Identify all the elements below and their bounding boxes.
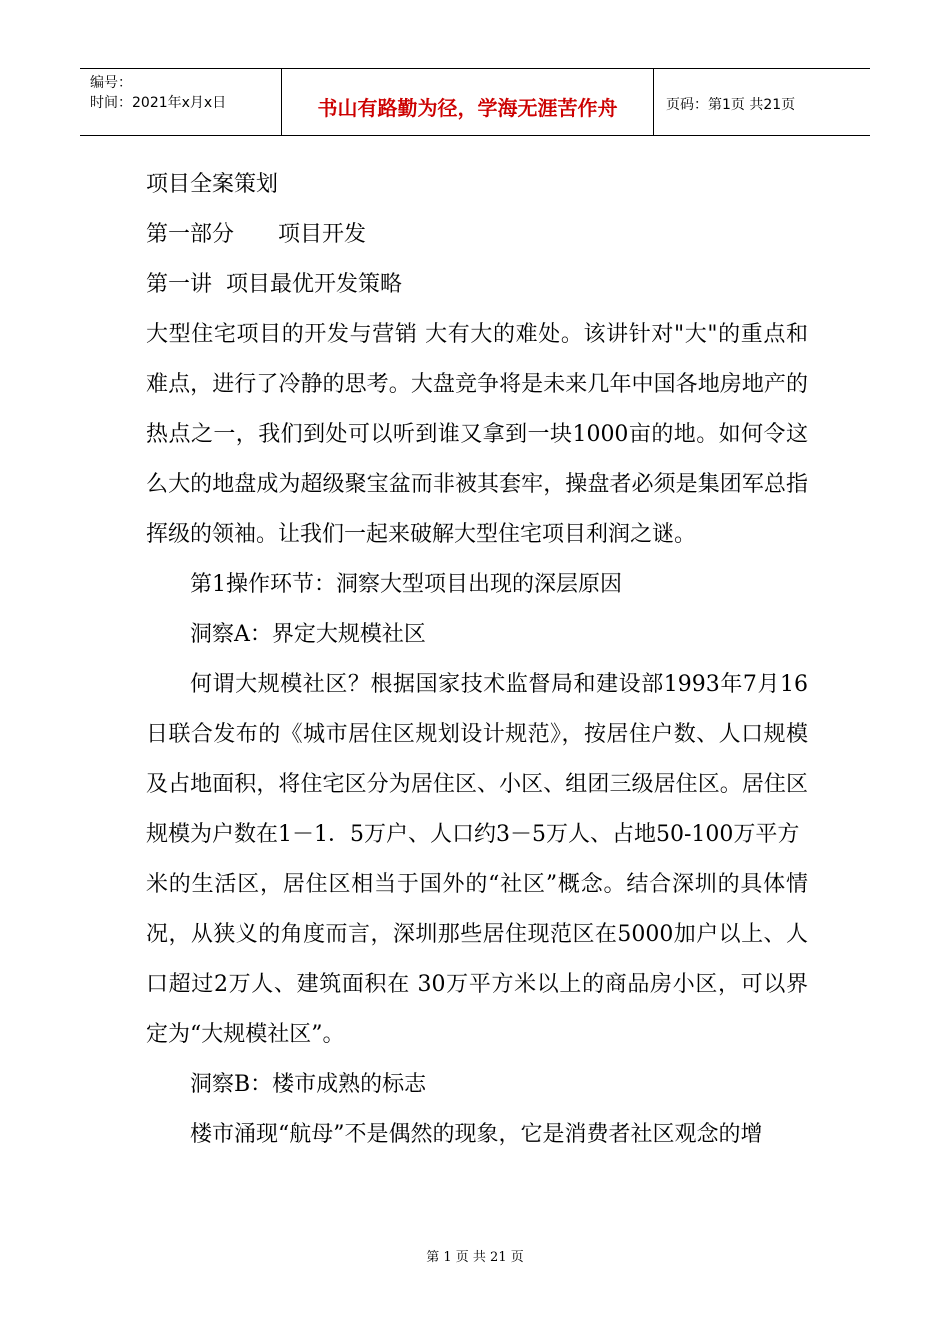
insight-a-paragraph-1: 何谓大规模社区？根据国家技术监督局和建设部1993年7月16日联合发布的《城市居住区规划设计规范》，按居住户数、人口规模及占地面积，将住宅区分为居住区、小区、组团三级居住区。居住区规模为户数在1－1．5万户、人口约3－5万人、占地50-100万平方 xyxy=(146,672,808,847)
document-body xyxy=(146,160,808,1160)
page-header xyxy=(80,68,870,136)
intro-paragraph: 大型住宅项目的开发与营销 大有大的难处。该讲针对"大"的重点和难点，进行了冷静的思考。大盘竞争将是未来几年中国各地房地产的热点之一，我们到处可以听到谁又拿到一块1000亩的地。如何令这么大的地盘成为超级聚宝盆而非被其套牢，操盘者必须是集团军总指挥级的领袖。让我们一起来破解大型住宅项目利润之谜。 xyxy=(146,322,808,547)
date-label: 时间：2021年x月x日 xyxy=(90,95,227,111)
header-page-label: 页码：第1页 共21页 xyxy=(666,97,796,113)
insight-a-heading: 洞察A：界定大规模社区 xyxy=(190,622,426,647)
lecture-heading: 第一讲 项目最优开发策略 xyxy=(146,272,402,297)
page-footer: 第 1 页 共 21 页 xyxy=(426,1250,524,1265)
insight-b-heading: 洞察B：楼市成熟的标志 xyxy=(190,1072,427,1097)
step-heading: 第1操作环节：洞察大型项目出现的深层原因 xyxy=(190,572,622,597)
number-label: 编号： xyxy=(90,75,132,91)
header-meta xyxy=(80,69,282,135)
insight-a-paragraph-2: 米的生活区，居住区相当于国外的“社区”概念。结合深圳的具体情况，从狭义的角度而言，深圳那些居住现范区在5000加户以上、人口超过2万人、建筑面积在 30万平方米以上的商品房小区，可以界定为“大规模社区”。 xyxy=(146,872,808,1047)
header-motto: 书山有路勤为径，学海无涯苦作舟 xyxy=(282,69,654,135)
document-title: 项目全案策划 xyxy=(146,172,279,197)
insight-b-paragraph: 楼市涌现“航母”不是偶然的现象，它是消费者社区观念的增 xyxy=(190,1122,763,1147)
part-heading: 第一部分 项目开发 xyxy=(146,222,367,247)
